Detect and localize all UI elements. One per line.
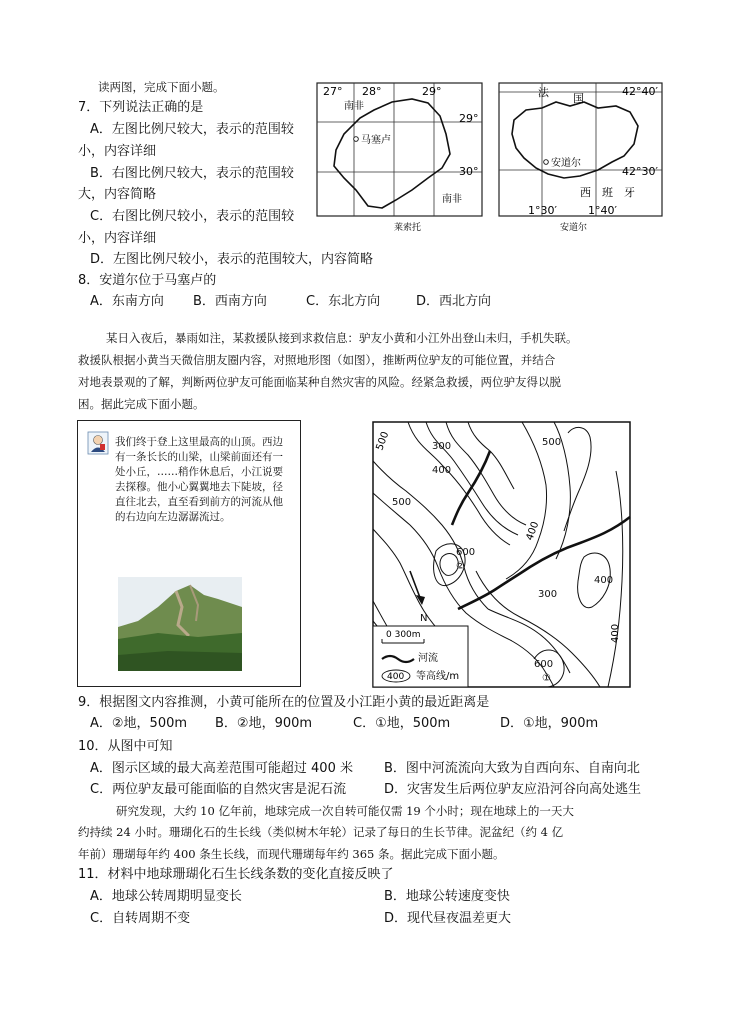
- lesotho-map: [316, 82, 484, 234]
- legend-contour-value: 400: [387, 672, 405, 682]
- andorra-label-spain: 西 班 牙: [580, 186, 635, 199]
- lesotho-lon-29: 29°: [422, 85, 442, 98]
- lesotho-lon-28: 28°: [362, 85, 382, 98]
- q7-option-b-line2: 大，内容简略: [78, 187, 157, 202]
- q8-option-c: C．东北方向: [306, 294, 381, 309]
- passage2-line3: 对地表景观的了解，判断两位驴友可能面临某种自然灾害的风险。经紧急救援，两位驴友得以脱: [78, 375, 561, 389]
- andorra-caption: 安道尔: [560, 223, 588, 233]
- contour-label-500-left: 500: [392, 497, 412, 508]
- lesotho-city-maseru: 马塞卢: [361, 135, 391, 146]
- contour-label-500-topright: 500: [542, 437, 562, 448]
- passage2-line1: 某日入夜后，暴雨如注，某救援队接到求救信息：驴友小黄和小江外出登山未归，手机失联。: [106, 331, 578, 345]
- q11-option-d: D．现代昼夜温差更大: [384, 911, 512, 926]
- q7-option-a-line1: A．左图比例尺较大，表示的范围较: [90, 122, 294, 137]
- passage2-line4: 困。据此完成下面小题。: [78, 397, 205, 411]
- topographic-map: [372, 421, 632, 689]
- point-2-marker: ②: [456, 561, 465, 572]
- legend-contour-label: 等高线/m: [416, 671, 460, 682]
- contour-label-300-top: 300: [432, 441, 452, 452]
- contour-label-400-mid: 400: [524, 520, 542, 543]
- contour-label-600-point1: 600: [534, 659, 554, 670]
- andorra-map: [498, 82, 666, 234]
- q9-option-b: B．②地，900m: [215, 716, 313, 731]
- lesotho-lat-30: 30°: [459, 165, 479, 178]
- contour-label-300-mid: 300: [538, 589, 558, 600]
- passage3-line1: 研究发现，大约 10 亿年前，地球完成一次自转可能仅需 19 个小时；现在地球上的一天大: [116, 804, 574, 818]
- q9-stem: 9．根据图文内容推测，小黄可能所在的位置及小江距小黄的最近距离是: [78, 695, 490, 710]
- contour-label-600-point2: 600: [456, 547, 476, 558]
- q7-option-d: D．左图比例尺较小，表示的范围较大，内容简略: [90, 252, 374, 267]
- q11-option-c: C．自转周期不变: [90, 911, 191, 926]
- map-legend: [373, 626, 468, 687]
- contour-label-400-top: 400: [432, 465, 452, 476]
- passage3-line3: 年前）珊瑚每年约 400 条生长线，而现代珊瑚每年约 365 条。据此完成下面小题。: [78, 847, 505, 861]
- q11-stem: 11．材料中地球珊瑚化石生长线条数的变化直接反映了: [78, 867, 394, 882]
- andorra-city-label: 安道尔: [551, 158, 581, 169]
- mountain-photo: [118, 577, 242, 671]
- andorra-lon-140: 1°40′: [588, 204, 617, 217]
- q8-option-b: B．西南方向: [193, 294, 267, 309]
- lesotho-label-south-africa-top: 南非: [344, 101, 364, 112]
- q9-option-d: D．①地，900m: [500, 716, 599, 731]
- passage3-line2: 约持续 24 小时。珊瑚化石的生长线（类似树木年轮）记录了每日的生长节律。泥盆纪（约 4 亿: [78, 825, 564, 839]
- q8-option-a: A．东南方向: [90, 294, 164, 309]
- lesotho-caption: 莱索托: [394, 223, 422, 233]
- andorra-lat-4230: 42°30′: [622, 165, 658, 178]
- andorra-label-france-2: 国: [573, 92, 584, 105]
- lesotho-lat-29: 29°: [459, 112, 479, 125]
- wechat-post-text: 我们终于登上这里最高的山顶。西边有一条长长的山梁，山梁前面还有一处小丘，……稍作休息后，小江说要去探穆。他小心翼翼地去下陡坡，径直往北去，直至看到前方的河流从他的右边向左边潺潺流过。: [115, 436, 283, 523]
- q7-option-a-line2: 小，内容详细: [78, 144, 157, 159]
- q7-option-c-line1: C．右图比例尺较小，表示的范围较: [90, 209, 295, 224]
- q7-stem: 7．下列说法正确的是: [78, 100, 204, 115]
- wechat-post-box: [77, 420, 301, 687]
- legend-river-label: 河流: [418, 653, 438, 664]
- q7-option-c-line2: 小，内容详细: [78, 231, 157, 246]
- legend-scale: 0 300m: [386, 630, 421, 640]
- andorra-label-france-1: 法: [538, 86, 549, 99]
- q9-option-c: C．①地，500m: [353, 716, 451, 731]
- contour-label-400-right: 400: [594, 575, 614, 586]
- q10-option-a: A．图示区域的最大高差范围可能超过 400 米: [90, 761, 353, 776]
- intro-text: 读两图，完成下面小题。: [98, 80, 225, 94]
- q11-option-b: B．地球公转速度变快: [384, 889, 510, 904]
- q8-option-d: D．西北方向: [416, 294, 492, 309]
- q11-option-a: A．地球公转周期明显变长: [90, 889, 242, 904]
- andorra-lat-4240: 42°40′: [622, 85, 658, 98]
- q7-option-b-line1: B．右图比例尺较大，表示的范围较: [90, 166, 294, 181]
- q9-option-a: A．②地，500m: [90, 716, 188, 731]
- point-1-marker: ①: [542, 673, 551, 684]
- contour-label-500-topleft: 500: [374, 430, 392, 453]
- q10-option-b: B．图中河流流向大致为自西向东、自南向北: [384, 761, 640, 776]
- contour-label-400-edge: 400: [610, 623, 621, 643]
- andorra-lon-130: 1°30′: [528, 204, 557, 217]
- north-label: N: [420, 613, 428, 624]
- q10-option-d: D．灾害发生后两位驴友应沿河谷向高处逃生: [384, 782, 642, 797]
- q10-option-c: C．两位驴友最可能面临的自然灾害是泥石流: [90, 782, 347, 797]
- q10-stem: 10．从图中可知: [78, 739, 173, 754]
- passage2-line2: 救援队根据小黄当天微信朋友圈内容，对照地形图（如图），推断两位驴友的可能位置，并结合: [78, 353, 556, 367]
- q8-stem: 8．安道尔位于马塞卢的: [78, 273, 217, 288]
- lesotho-label-south-africa-bottom: 南非: [442, 194, 462, 205]
- avatar-icon: [87, 431, 109, 455]
- lesotho-lon-27: 27°: [323, 85, 343, 98]
